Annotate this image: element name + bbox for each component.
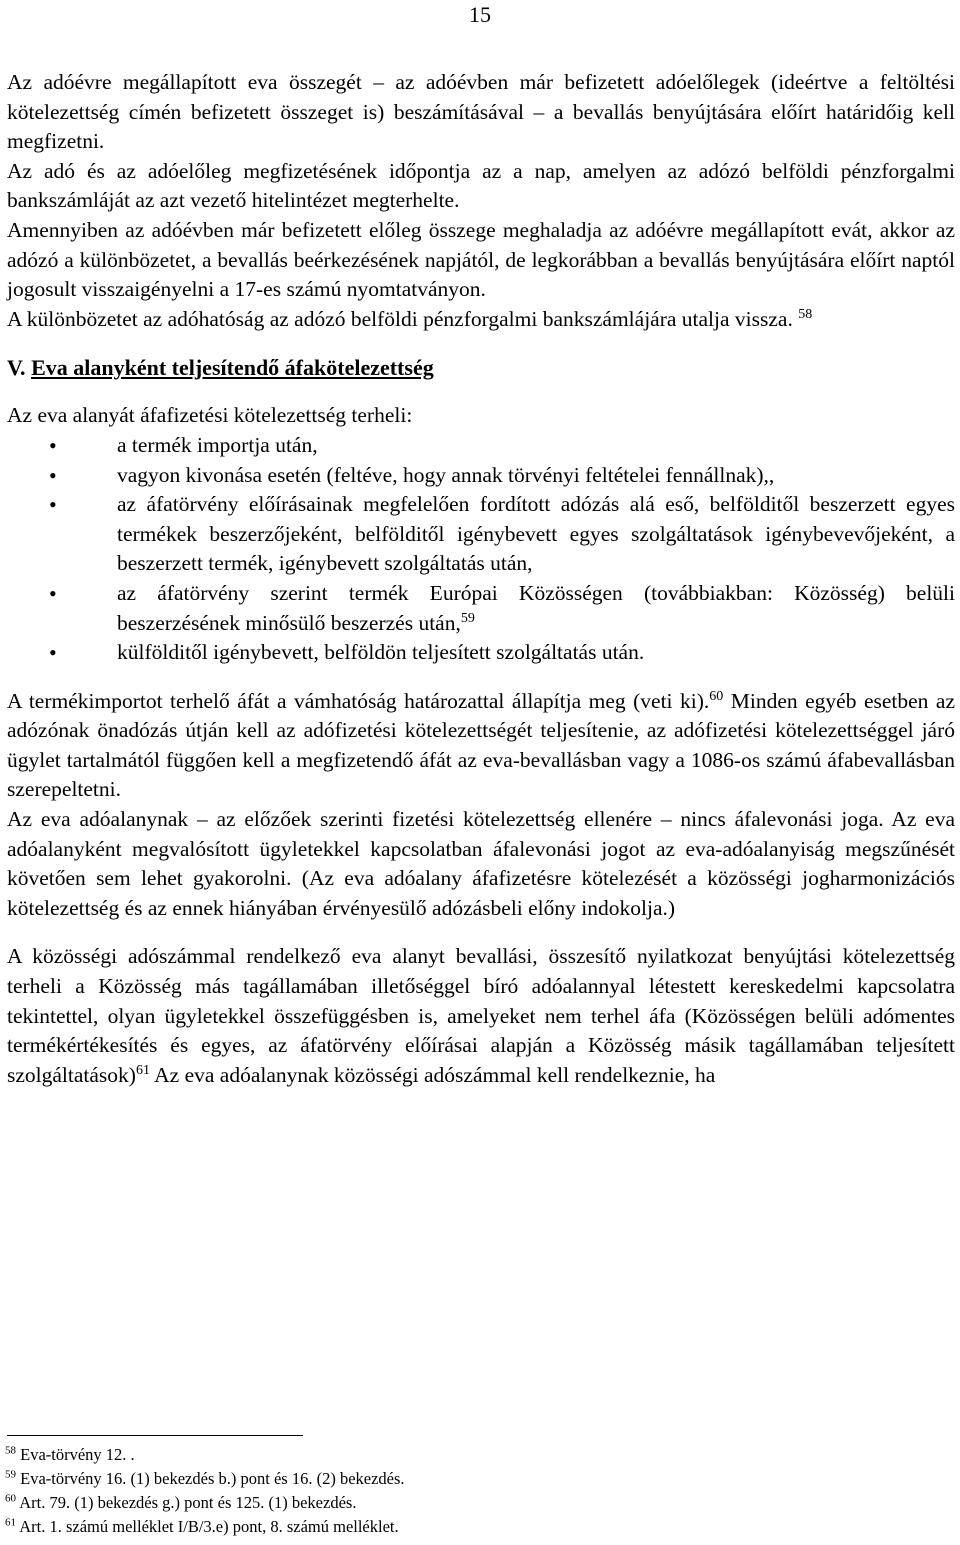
paragraph — [7, 942, 955, 1090]
list-item — [7, 461, 955, 491]
bullet-icon: • — [49, 640, 57, 666]
footnote-text: Art. 1. számú melléklet I/B/3.e) pont, 8. számú melléklet. — [19, 1517, 399, 1536]
footnote-ref-59[interactable]: 59 — [460, 610, 475, 626]
obligation-list — [7, 431, 955, 668]
section-number: V. — [7, 355, 26, 381]
footnote-divider — [7, 1435, 303, 1436]
footnote-ref-61[interactable]: 61 — [135, 1062, 150, 1078]
bullet-icon: • — [49, 580, 57, 606]
footnote-number: 58 — [5, 1444, 16, 1457]
bullet-icon: • — [49, 462, 57, 488]
paragraph-text: A közösségi adószámmal rendelkező eva alanyt bevallási, összesítő nyilatkozat benyújtási kötelezettség terheli a Közösség más tagállamában illetőséggel bíró adóalannyal létestett kereskedelmi kapcsolatra tekintettel, olyan ügyletekkel összefüggésben is, amelyeket nem terhel áfa (Közösségen belüli adómentes termékértékesítés és egyes, az áfatörvény előírásai alapján a Közösség másik tagállamában teljesített szolgáltatások) — [7, 944, 955, 1087]
list-item — [7, 638, 955, 668]
footnote-text: Eva-törvény 12. . — [20, 1445, 135, 1464]
intro-paragraph: Az eva alanyát áfafizetési kötelezettség terheli: — [7, 403, 413, 428]
paragraph-text: A különbözetet az adóhatóság az adózó belföldi pénzforgalmi bankszámlájára utalja vissza. — [7, 306, 793, 331]
list-item — [7, 431, 955, 461]
paragraph-text: Az eva adóalanynak közösségi adószámmal kell rendelkeznie, ha — [149, 1062, 716, 1087]
bullet-icon: • — [49, 432, 57, 458]
paragraph — [7, 305, 955, 335]
list-item-text: a termék importja után, — [117, 432, 318, 457]
paragraph: Az adó és az adóelőleg megfizetésének időpontja az a nap, amelyen az adózó belföldi pénzforgalmi bankszámláját az azt vezető hitelintézet megterhelte. — [7, 158, 955, 213]
footnote — [5, 1443, 405, 1467]
footnote-text: Art. 79. (1) bekezdés g.) pont és 125. (1) bekezdés. — [19, 1493, 357, 1512]
footnote-number: 60 — [5, 1492, 16, 1505]
footnote — [5, 1491, 405, 1515]
section-title: Eva alanyként teljesítendő áfakötelezettség — [31, 355, 434, 381]
section-heading — [7, 353, 955, 382]
list-item-text: külfölditől igénybevett, belföldön teljesített szolgáltatás után. — [117, 640, 645, 665]
footnote-ref-60[interactable]: 60 — [709, 688, 724, 704]
list-item-text: az áfatörvény előírásainak megfelelően fordított adózás alá eső, belfölditől beszerzett egyes termékek beszerzőjeként, belfölditől igénybevett egyes szolgáltatások igénybevevőjeként, a beszerzett termék, igénybevett szolgáltatás után, — [117, 492, 955, 576]
page-number: 15 — [469, 2, 491, 27]
footnote-text: Eva-törvény 16. (1) bekezdés b.) pont és 16. (2) bekezdés. — [20, 1469, 405, 1488]
paragraph-text: A termékimportot terhelő áfát a vámhatóság határozattal állapítja meg (veti ki). — [7, 688, 710, 713]
list-item — [7, 579, 955, 638]
footnote — [5, 1467, 405, 1491]
bullet-icon: • — [49, 492, 57, 518]
paragraph: Amennyiben az adóévben már befizetett előleg összege meghaladja az adóévre megállapított evát, akkor az adózó a különbözetet, a bevallás beérkezésének napjától, de legkorábban a bevallás benyújtására előírt naptól jogosult visszaigényelni a 17-es számú nyomtatványon. — [7, 217, 955, 302]
footnote-ref-58[interactable]: 58 — [798, 306, 813, 322]
paragraph-text: Minden egyéb esetben az adózónak önadózás útján kell az adófizetési kötelezettségét teljesítenie, az adófizetési kötelezettséggel járó ügylet tartalmától függően kell a megfizetendő áfát az eva-bevallásban vagy a 1086-os számú áfabevallásban szerepeltetni. — [7, 688, 955, 802]
footnote — [5, 1515, 405, 1539]
list-item-text: vagyon kivonása esetén (feltéve, hogy annak törvényi feltételei fennállnak),, — [117, 462, 775, 487]
body-text — [7, 68, 955, 1090]
paragraph — [7, 687, 955, 805]
paragraph: Az adóévre megállapított eva összegét – az adóévben már befizetett adóelőlegek (ideértve a feltöltési kötelezettség címén befizetett összeget is) beszámításával – a bevallás benyújtására előírt határidőig kell megfizetni. — [7, 70, 955, 154]
list-item-text: az áfatörvény szerint termék Európai Közösségen (továbbiakban: Közösség) belüli beszerzésének minősülő beszerzés után, — [117, 580, 955, 635]
paragraph: Az eva adóalanynak – az előzőek szerinti fizetési kötelezettség ellenére – nincs áfalevonási joga. Az eva adóalanyként megvalósított ügyletekkel kapcsolatban áfalevonási jogot az eva-adóalanyiság megszűnését követően sem lehet gyakorolni. (Az eva adóalany áfafizetésre kötelezését a közösségi jogharmonizációs kötelezettség és az ennek hiányában érvényesülő adózásbeli előny indokolja.) — [7, 807, 955, 920]
footnote-number: 61 — [5, 1516, 16, 1529]
footnotes — [5, 1443, 405, 1539]
footnote-number: 59 — [5, 1468, 16, 1481]
list-item — [7, 490, 955, 579]
